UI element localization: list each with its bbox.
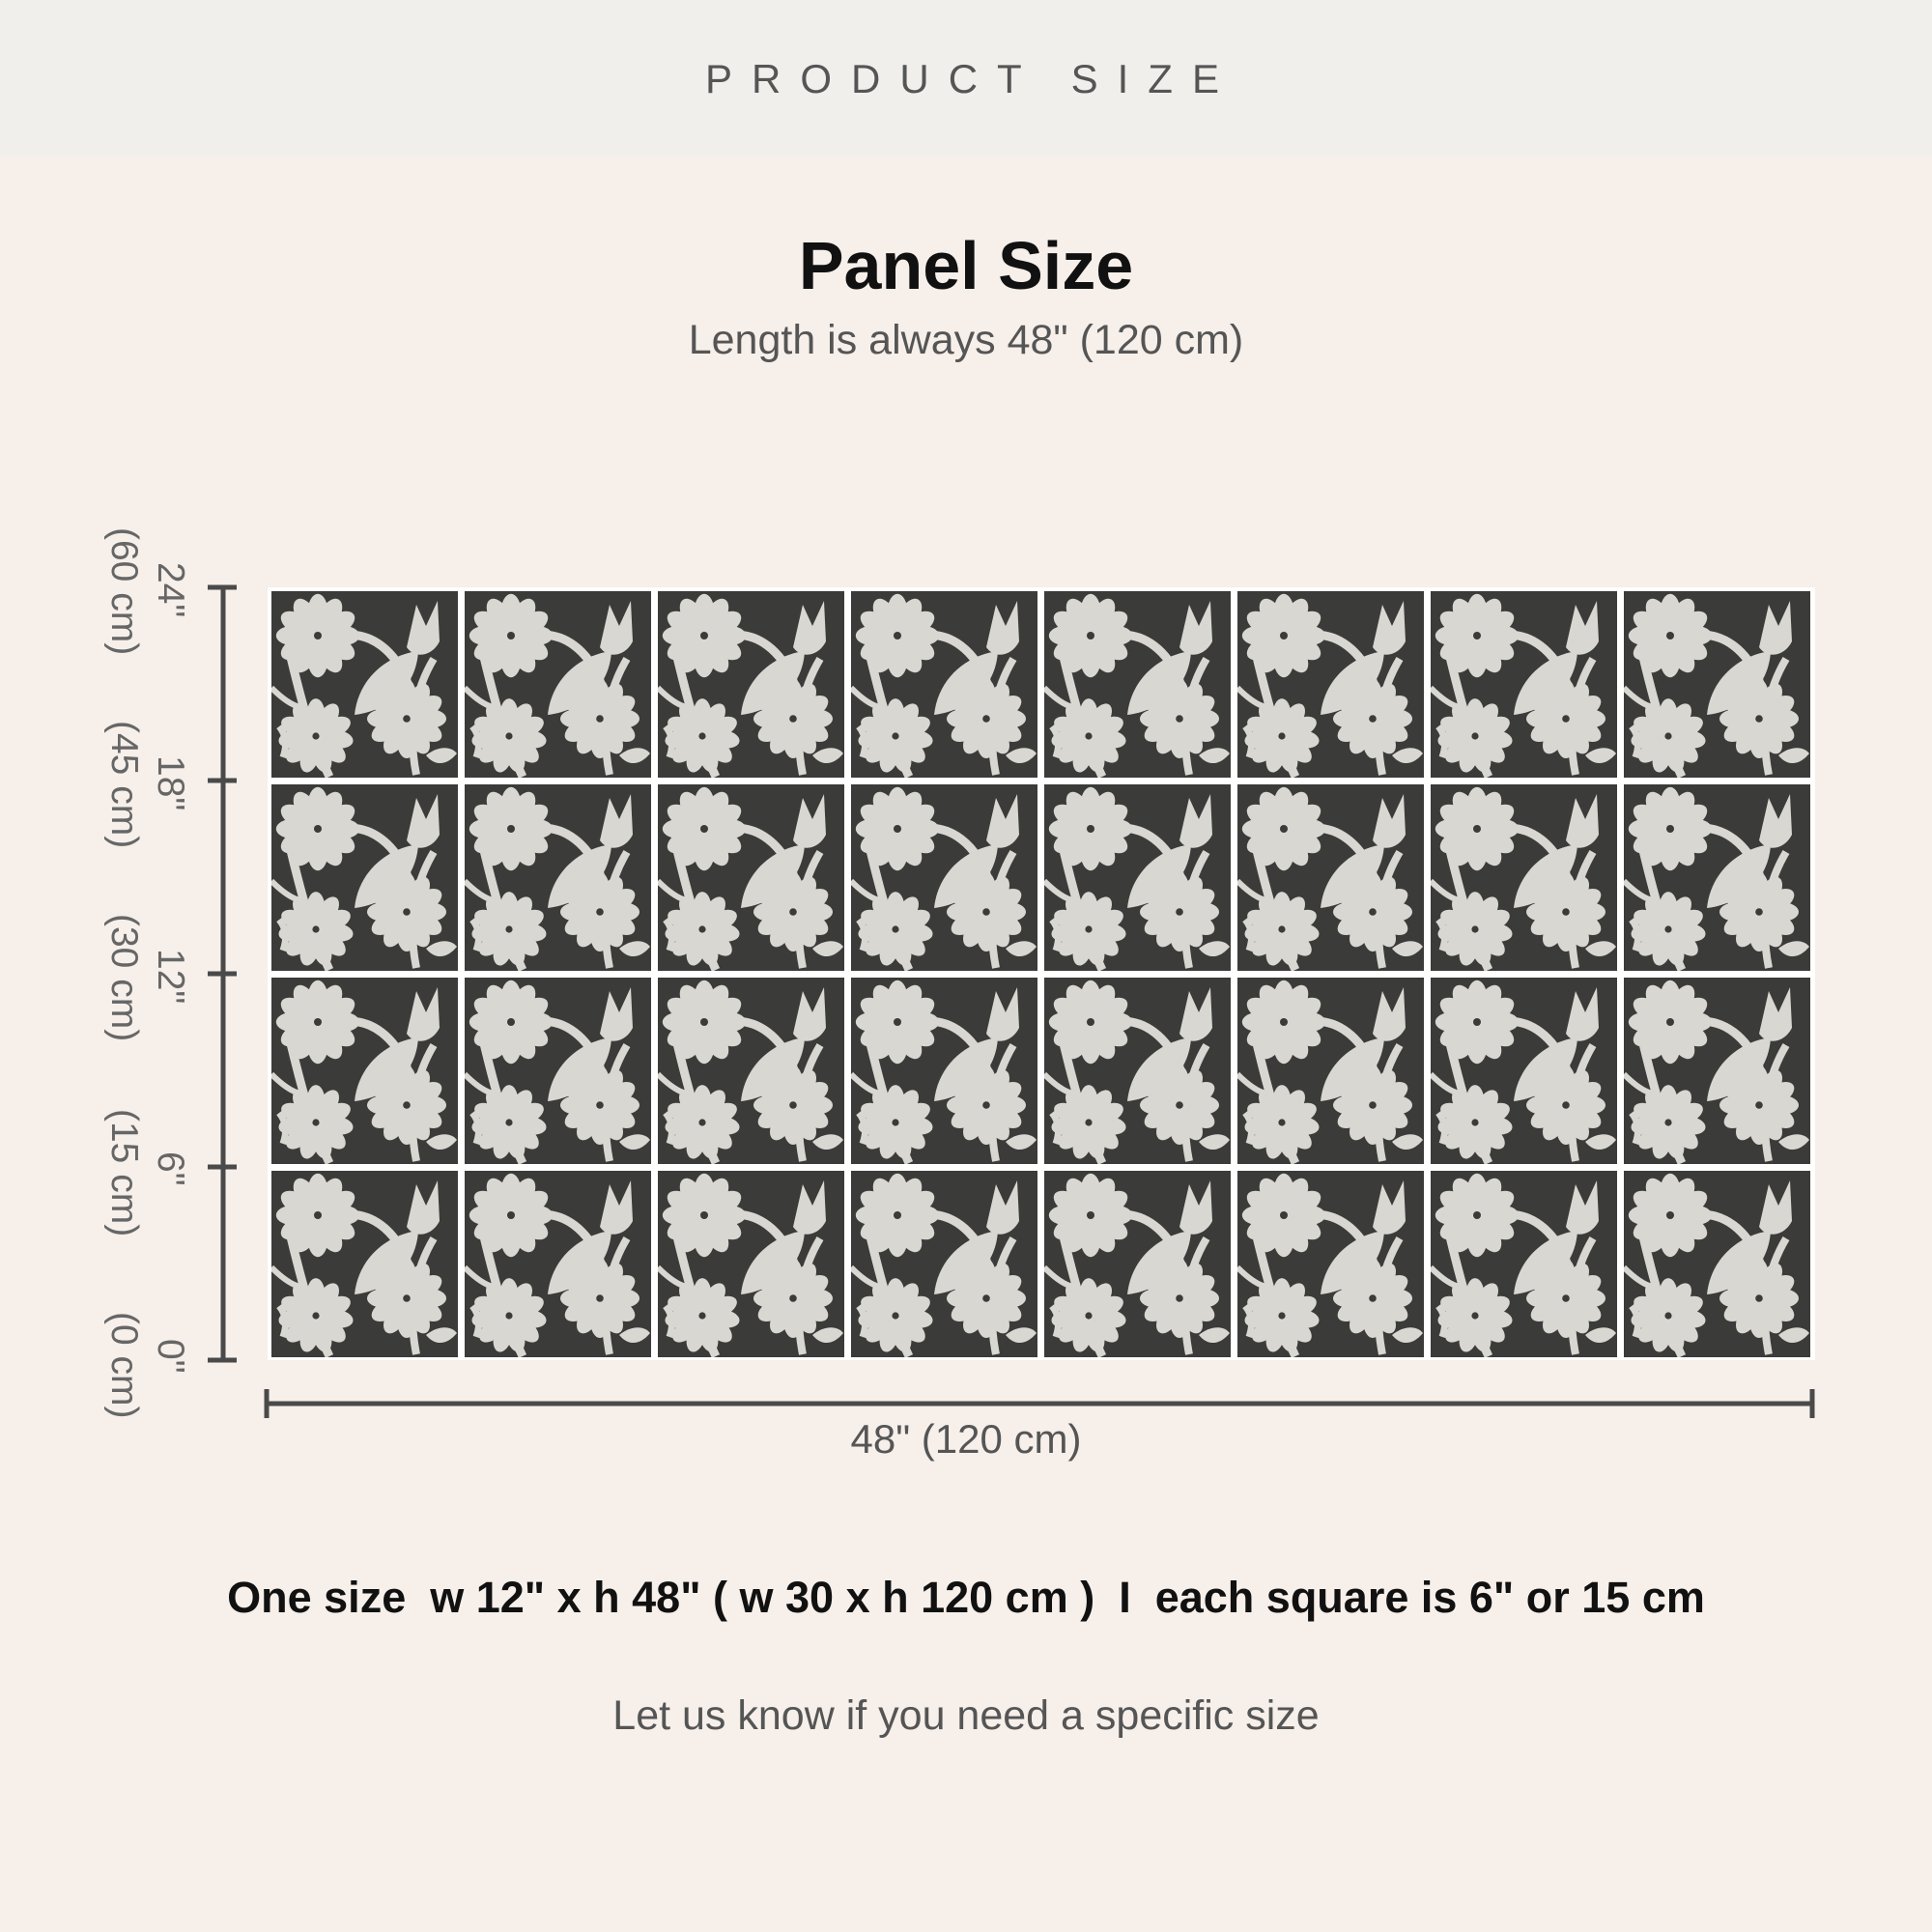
height-ruler	[208, 587, 237, 1360]
panel-subtitle: Length is always 48" (120 cm)	[688, 317, 1244, 363]
width-label: 48" (120 cm)	[850, 1416, 1082, 1462]
height-label-cm-15: (15 cm)	[103, 1109, 145, 1237]
height-label-inch-18: 18"	[150, 755, 191, 811]
height-label-inch-6: 6"	[150, 1151, 191, 1186]
height-label-inch-12: 12"	[150, 949, 191, 1005]
width-ruler	[267, 1389, 1812, 1418]
size-description: One size w 12" x h 48" ( w 30 x h 120 cm ) I each square is 6" or 15 cm	[227, 1573, 1705, 1622]
height-label-cm-30: (30 cm)	[103, 914, 145, 1042]
height-label-inch-0: 0"	[150, 1339, 191, 1374]
header-title: PRODUCT SIZE	[705, 56, 1238, 101]
height-label-inch-24: 24"	[150, 562, 191, 618]
height-label-cm-0: (0 cm)	[103, 1312, 145, 1419]
height-label-cm-60: (60 cm)	[103, 527, 145, 656]
height-label-cm-45: (45 cm)	[103, 721, 145, 849]
panel-title: Panel Size	[798, 228, 1134, 303]
custom-size-note: Let us know if you need a specific size	[612, 1692, 1320, 1739]
